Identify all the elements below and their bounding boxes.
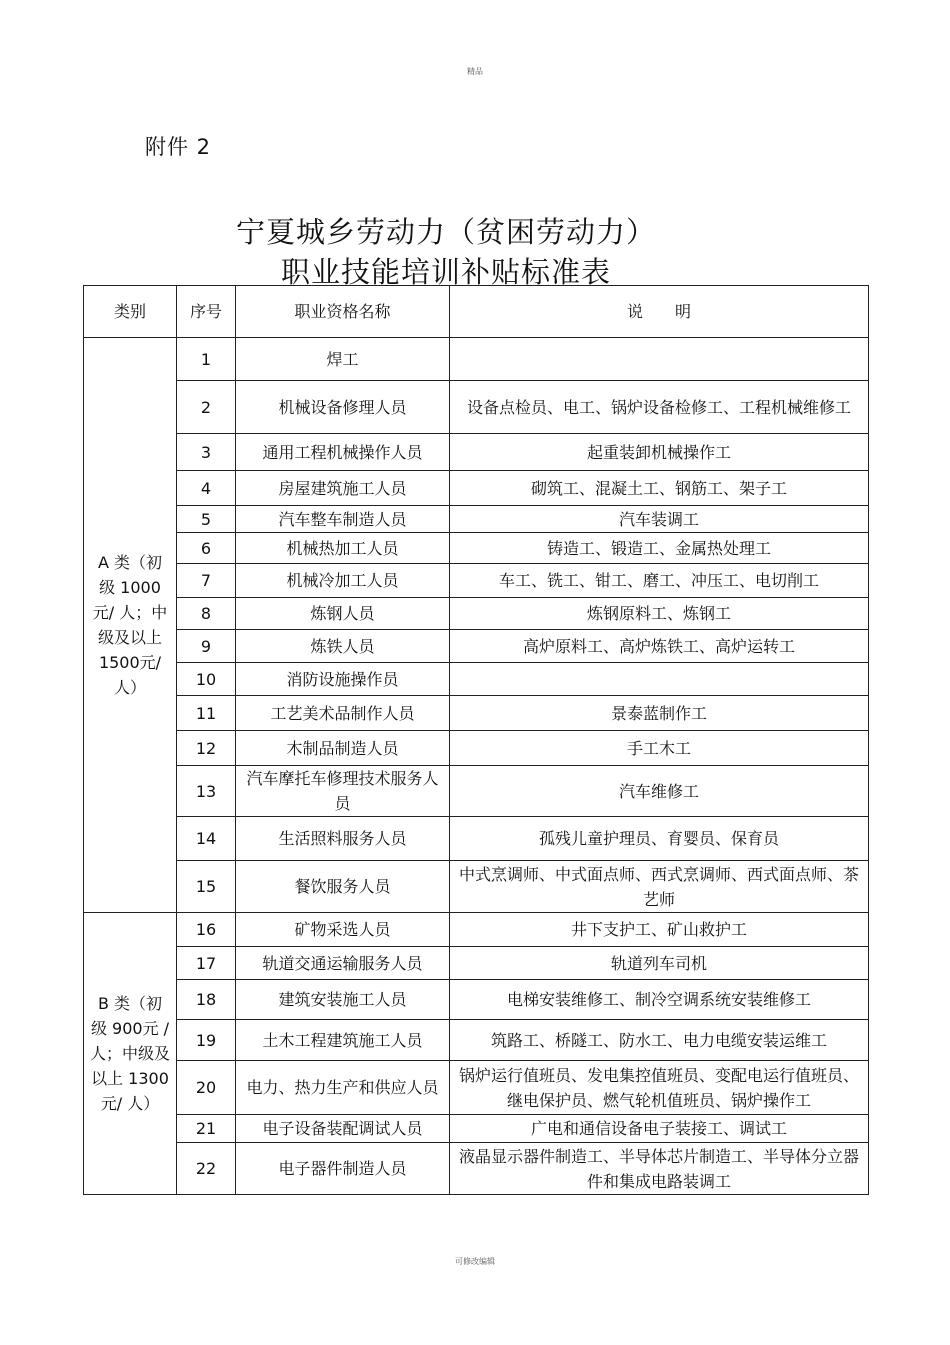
qualification-name-cell: 电力、热力生产和供应人员 bbox=[236, 1061, 450, 1115]
description-cell: 汽车维修工 bbox=[450, 766, 869, 817]
table-row bbox=[84, 731, 869, 766]
qualification-name-cell: 工艺美术品制作人员 bbox=[236, 696, 450, 731]
qualification-name-cell: 木制品制造人员 bbox=[236, 731, 450, 766]
row-number-cell: 10 bbox=[177, 663, 236, 696]
description-cell: 广电和通信设备电子装接工、调试工 bbox=[450, 1115, 869, 1143]
qualification-name-cell: 轨道交通运输服务人员 bbox=[236, 947, 450, 980]
column-header-category: 类别 bbox=[84, 286, 177, 338]
row-number-cell: 14 bbox=[177, 817, 236, 861]
qualification-name-cell: 电子设备装配调试人员 bbox=[236, 1115, 450, 1143]
description-cell: 高炉原料工、高炉炼铁工、高炉运转工 bbox=[450, 630, 869, 663]
table-header-row bbox=[84, 286, 869, 338]
row-number-cell: 11 bbox=[177, 696, 236, 731]
row-number-cell: 3 bbox=[177, 434, 236, 471]
table-row bbox=[84, 947, 869, 980]
row-number-cell: 13 bbox=[177, 766, 236, 817]
table-row bbox=[84, 434, 869, 471]
row-number-cell: 21 bbox=[177, 1115, 236, 1143]
table-row bbox=[84, 338, 869, 381]
description-cell: 井下支护工、矿山救护工 bbox=[450, 913, 869, 947]
table-row bbox=[84, 564, 869, 598]
description-cell: 汽车装调工 bbox=[450, 506, 869, 533]
row-number-cell: 6 bbox=[177, 533, 236, 564]
category-cell: B 类（初级 900元 / 人；中级及以上 1300 元/ 人） bbox=[84, 913, 177, 1195]
table-row bbox=[84, 980, 869, 1020]
table-row bbox=[84, 598, 869, 630]
document-title-line1: 宁夏城乡劳动力（贫困劳动力） bbox=[235, 215, 656, 249]
description-cell: 电梯安装维修工、制冷空调系统安装维修工 bbox=[450, 980, 869, 1020]
table-row bbox=[84, 1061, 869, 1115]
row-number-cell: 2 bbox=[177, 381, 236, 434]
description-cell: 铸造工、锻造工、金属热处理工 bbox=[450, 533, 869, 564]
row-number-cell: 4 bbox=[177, 471, 236, 506]
table-row bbox=[84, 1020, 869, 1061]
description-cell bbox=[450, 338, 869, 381]
column-header-number: 序号 bbox=[177, 286, 236, 338]
description-cell: 筑路工、桥隧工、防水工、电力电缆安装运维工 bbox=[450, 1020, 869, 1061]
subsidy-standard-table bbox=[83, 285, 869, 1195]
table-row bbox=[84, 630, 869, 663]
description-cell: 设备点检员、电工、锅炉设备检修工、工程机械维修工 bbox=[450, 381, 869, 434]
table-body bbox=[84, 338, 869, 1195]
qualification-name-cell: 建筑安装施工人员 bbox=[236, 980, 450, 1020]
row-number-cell: 5 bbox=[177, 506, 236, 533]
description-cell: 砌筑工、混凝土工、钢筋工、架子工 bbox=[450, 471, 869, 506]
description-cell: 孤残儿童护理员、育婴员、保育员 bbox=[450, 817, 869, 861]
row-number-cell: 7 bbox=[177, 564, 236, 598]
qualification-name-cell: 生活照料服务人员 bbox=[236, 817, 450, 861]
qualification-name-cell: 汽车摩托车修理技术服务人员 bbox=[236, 766, 450, 817]
row-number-cell: 15 bbox=[177, 861, 236, 913]
qualification-name-cell: 炼钢人员 bbox=[236, 598, 450, 630]
category-cell: A 类（初级 1000 元/ 人；中级及以上 1500元/ 人） bbox=[84, 338, 177, 913]
table-row bbox=[84, 913, 869, 947]
description-cell: 景泰蓝制作工 bbox=[450, 696, 869, 731]
qualification-name-cell: 房屋建筑施工人员 bbox=[236, 471, 450, 506]
row-number-cell: 16 bbox=[177, 913, 236, 947]
qualification-name-cell: 通用工程机械操作人员 bbox=[236, 434, 450, 471]
table-row bbox=[84, 381, 869, 434]
table-row bbox=[84, 663, 869, 696]
table-row bbox=[84, 1115, 869, 1143]
qualification-name-cell: 电子器件制造人员 bbox=[236, 1143, 450, 1195]
description-cell bbox=[450, 663, 869, 696]
description-cell: 中式烹调师、中式面点师、西式烹调师、西式面点师、茶艺师 bbox=[450, 861, 869, 913]
qualification-name-cell: 矿物采选人员 bbox=[236, 913, 450, 947]
row-number-cell: 20 bbox=[177, 1061, 236, 1115]
row-number-cell: 22 bbox=[177, 1143, 236, 1195]
qualification-name-cell: 土木工程建筑施工人员 bbox=[236, 1020, 450, 1061]
qualification-name-cell: 机械设备修理人员 bbox=[236, 381, 450, 434]
row-number-cell: 1 bbox=[177, 338, 236, 381]
header-watermark: 精品 bbox=[467, 67, 483, 76]
qualification-name-cell: 机械热加工人员 bbox=[236, 533, 450, 564]
row-number-cell: 19 bbox=[177, 1020, 236, 1061]
description-cell: 液晶显示器件制造工、半导体芯片制造工、半导体分立器件和集成电路装调工 bbox=[450, 1143, 869, 1195]
table-row bbox=[84, 533, 869, 564]
row-number-cell: 9 bbox=[177, 630, 236, 663]
row-number-cell: 18 bbox=[177, 980, 236, 1020]
column-header-qualification: 职业资格名称 bbox=[236, 286, 450, 338]
qualification-name-cell: 炼铁人员 bbox=[236, 630, 450, 663]
column-header-description: 说 明 bbox=[450, 286, 869, 338]
footer-watermark: 可修改编辑 bbox=[455, 1257, 495, 1266]
table-row bbox=[84, 766, 869, 817]
description-cell: 炼钢原料工、炼钢工 bbox=[450, 598, 869, 630]
description-cell: 轨道列车司机 bbox=[450, 947, 869, 980]
qualification-name-cell: 餐饮服务人员 bbox=[236, 861, 450, 913]
qualification-name-cell: 焊工 bbox=[236, 338, 450, 381]
description-cell: 起重装卸机械操作工 bbox=[450, 434, 869, 471]
table-row bbox=[84, 506, 869, 533]
description-cell: 锅炉运行值班员、发电集控值班员、变配电运行值班员、继电保护员、燃气轮机值班员、锅炉操作工 bbox=[450, 1061, 869, 1115]
table-row bbox=[84, 696, 869, 731]
qualification-name-cell: 汽车整车制造人员 bbox=[236, 506, 450, 533]
row-number-cell: 12 bbox=[177, 731, 236, 766]
qualification-name-cell: 机械冷加工人员 bbox=[236, 564, 450, 598]
description-cell: 车工、铣工、钳工、磨工、冲压工、电切削工 bbox=[450, 564, 869, 598]
table-row bbox=[84, 817, 869, 861]
attachment-label: 附件 2 bbox=[145, 135, 212, 159]
row-number-cell: 8 bbox=[177, 598, 236, 630]
qualification-name-cell: 消防设施操作员 bbox=[236, 663, 450, 696]
document-title-line2: 职业技能培训补贴标准表 bbox=[280, 255, 611, 289]
table-row bbox=[84, 471, 869, 506]
description-cell: 手工木工 bbox=[450, 731, 869, 766]
row-number-cell: 17 bbox=[177, 947, 236, 980]
table-row bbox=[84, 861, 869, 913]
table-row bbox=[84, 1143, 869, 1195]
